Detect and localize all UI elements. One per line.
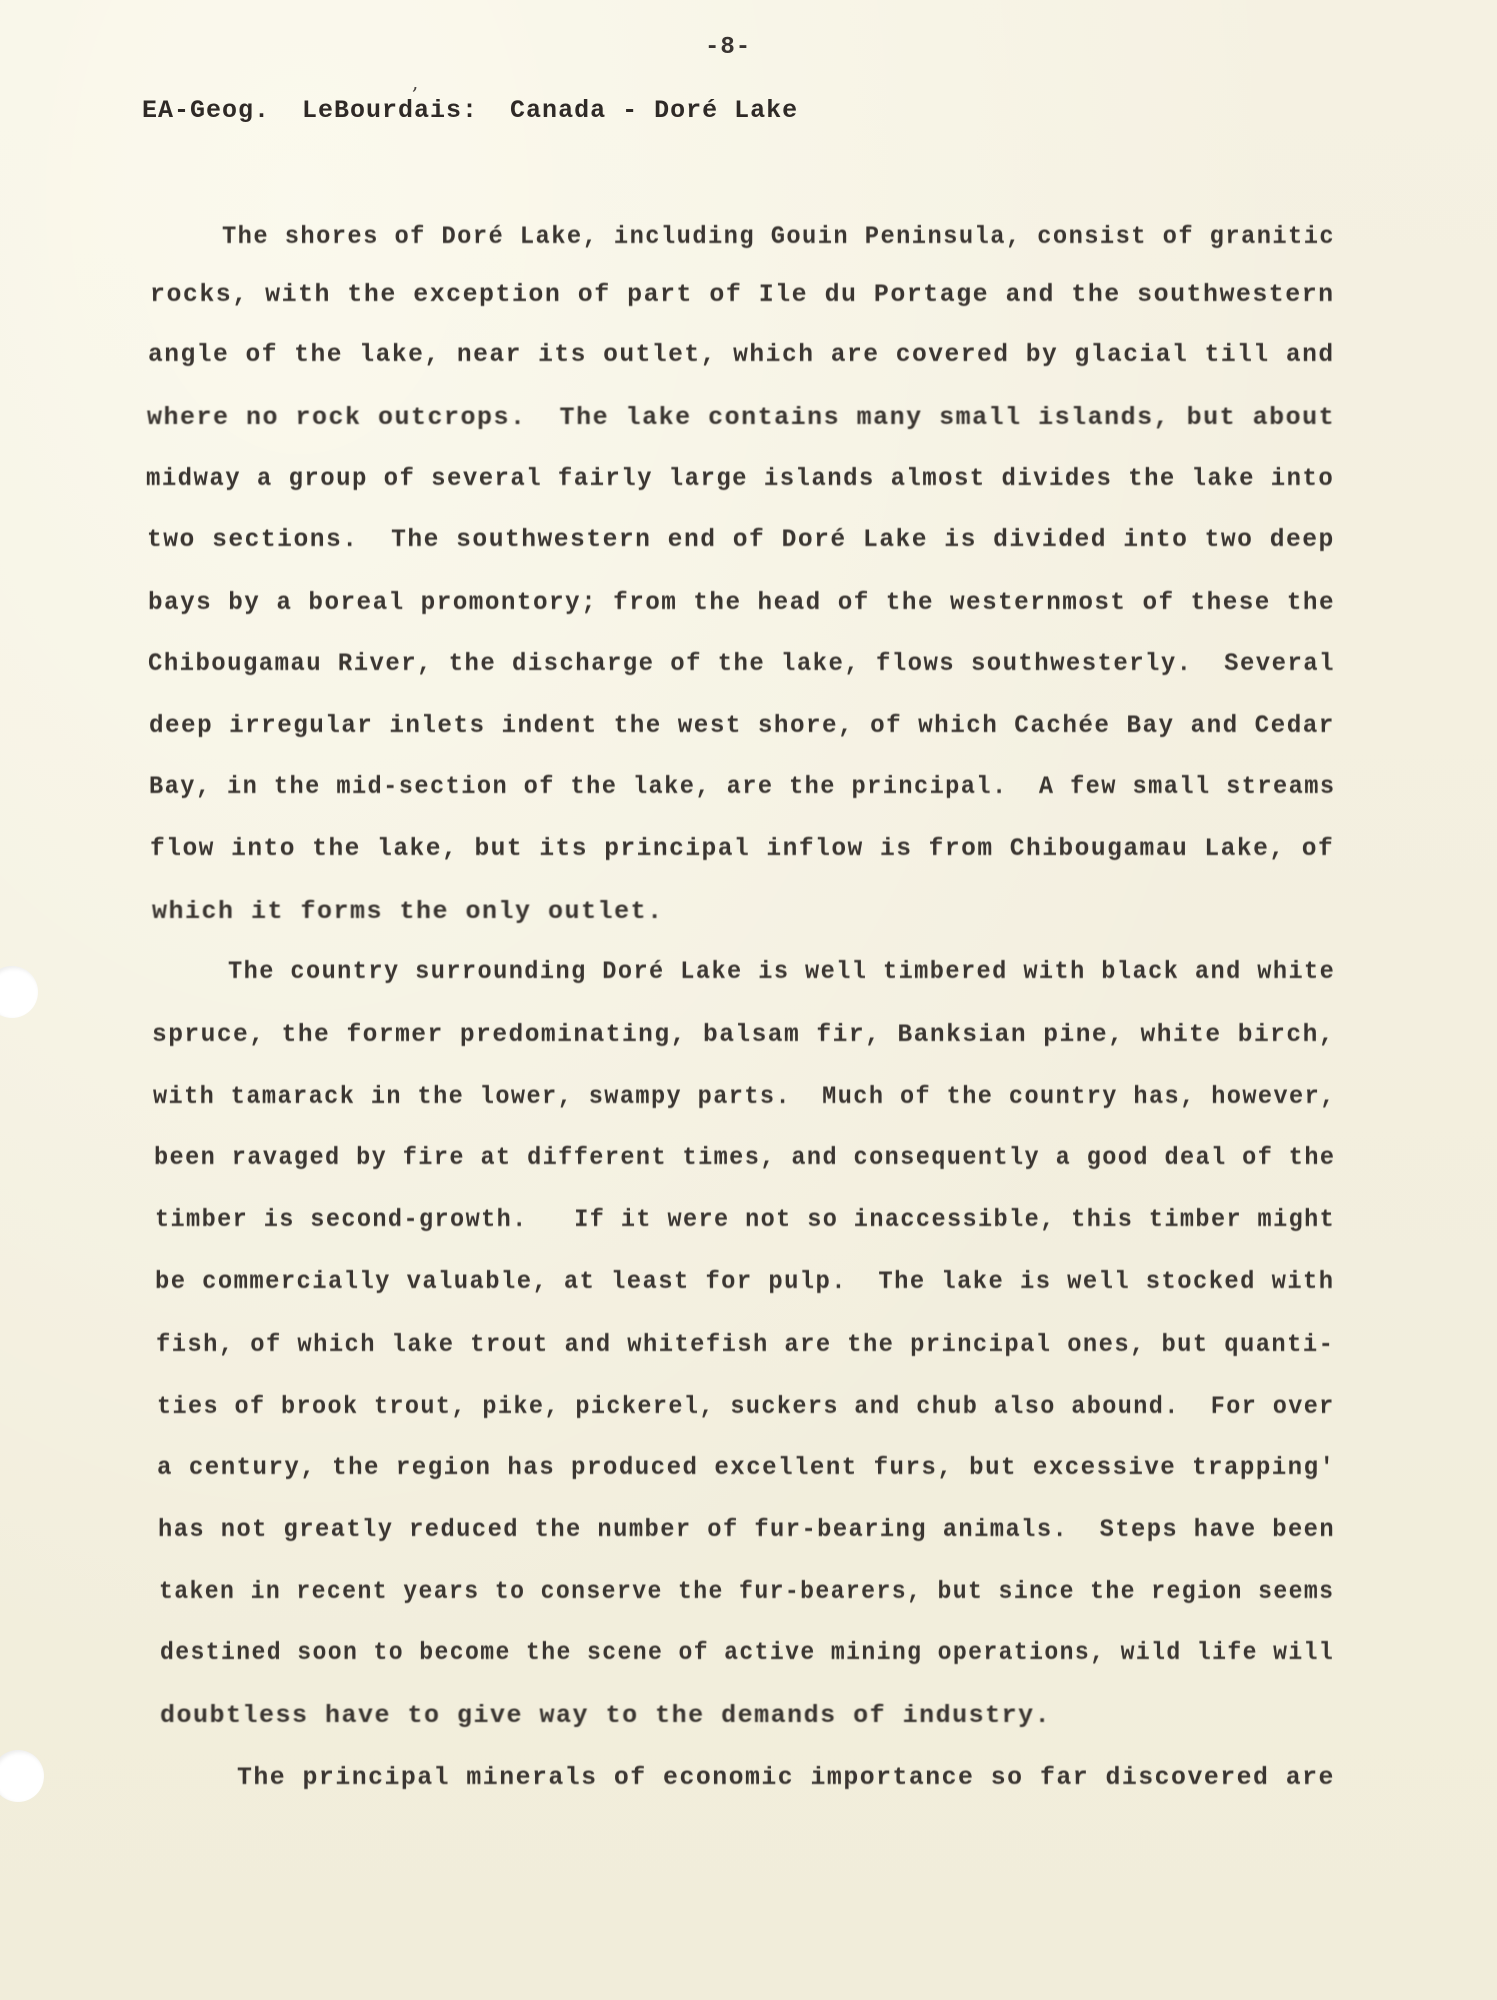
text-line: The country surrounding Doré Lake is well timbered with black and white bbox=[228, 957, 1336, 986]
text-line: where no rock outcrops. The lake contains many small islands, but about bbox=[147, 403, 1336, 432]
text-line: destined soon to become the scene of active mining operations, wild life will bbox=[160, 1638, 1335, 1667]
pen-stroke-mark: , bbox=[412, 70, 419, 94]
text-line: flow into the lake, but its principal inflow is from Chibougamau Lake, of bbox=[150, 834, 1335, 863]
text-line: fish, of which lake trout and whitefish are the principal ones, but quanti- bbox=[156, 1330, 1335, 1359]
punch-hole bbox=[0, 1750, 44, 1802]
text-line: two sections. The southwestern end of Doré Lake is divided into two deep bbox=[147, 525, 1335, 554]
text-line: Chibougamau River, the discharge of the lake, flows southwesterly. Several bbox=[148, 649, 1335, 678]
punch-hole bbox=[0, 966, 38, 1018]
text-line: doubtless have to give way to the demands of industry. bbox=[160, 1701, 1052, 1730]
text-line: angle of the lake, near its outlet, which are covered by glacial till and bbox=[148, 340, 1335, 369]
text-line: been ravaged by fire at different times, and consequently a good deal of the bbox=[154, 1143, 1336, 1172]
text-line: The principal minerals of economic importance so far discovered are bbox=[237, 1763, 1335, 1792]
text-line: Bay, in the mid-section of the lake, are the principal. A few small streams bbox=[149, 772, 1336, 801]
text-line: ties of brook trout, pike, pickerel, suckers and chub also abound. For over bbox=[157, 1392, 1335, 1421]
text-line: taken in recent years to conserve the fur-bearers, but since the region seems bbox=[159, 1577, 1335, 1606]
text-line: spruce, the former predominating, balsam fir, Banksian pine, white birch, bbox=[152, 1020, 1336, 1049]
text-line: midway a group of several fairly large islands almost divides the lake into bbox=[146, 464, 1335, 493]
text-line: rocks, with the exception of part of Ile du Portage and the southwestern bbox=[150, 280, 1335, 309]
text-line: a century, the region has produced excellent furs, but excessive trapping' bbox=[157, 1453, 1336, 1482]
text-line: The shores of Doré Lake, including Gouin Peninsula, consist of granitic bbox=[222, 222, 1336, 251]
page-number: -8- bbox=[705, 34, 752, 61]
document-header: EA-Geog. LeBourdais: Canada - Doré Lake bbox=[142, 96, 799, 125]
text-line: deep irregular inlets indent the west shore, of which Cachée Bay and Cedar bbox=[149, 711, 1335, 740]
text-line: with tamarack in the lower, swampy parts. Much of the country has, however, bbox=[153, 1082, 1336, 1111]
text-line: bays by a boreal promontory; from the head of the westernmost of these the bbox=[148, 588, 1335, 617]
text-line: which it forms the only outlet. bbox=[152, 897, 664, 926]
text-line: be commercially valuable, at least for pulp. The lake is well stocked with bbox=[155, 1267, 1335, 1296]
text-line: has not greatly reduced the number of fur-bearing animals. Steps have been bbox=[158, 1515, 1336, 1544]
text-line: timber is second-growth. If it were not so inaccessible, this timber might bbox=[155, 1205, 1336, 1234]
